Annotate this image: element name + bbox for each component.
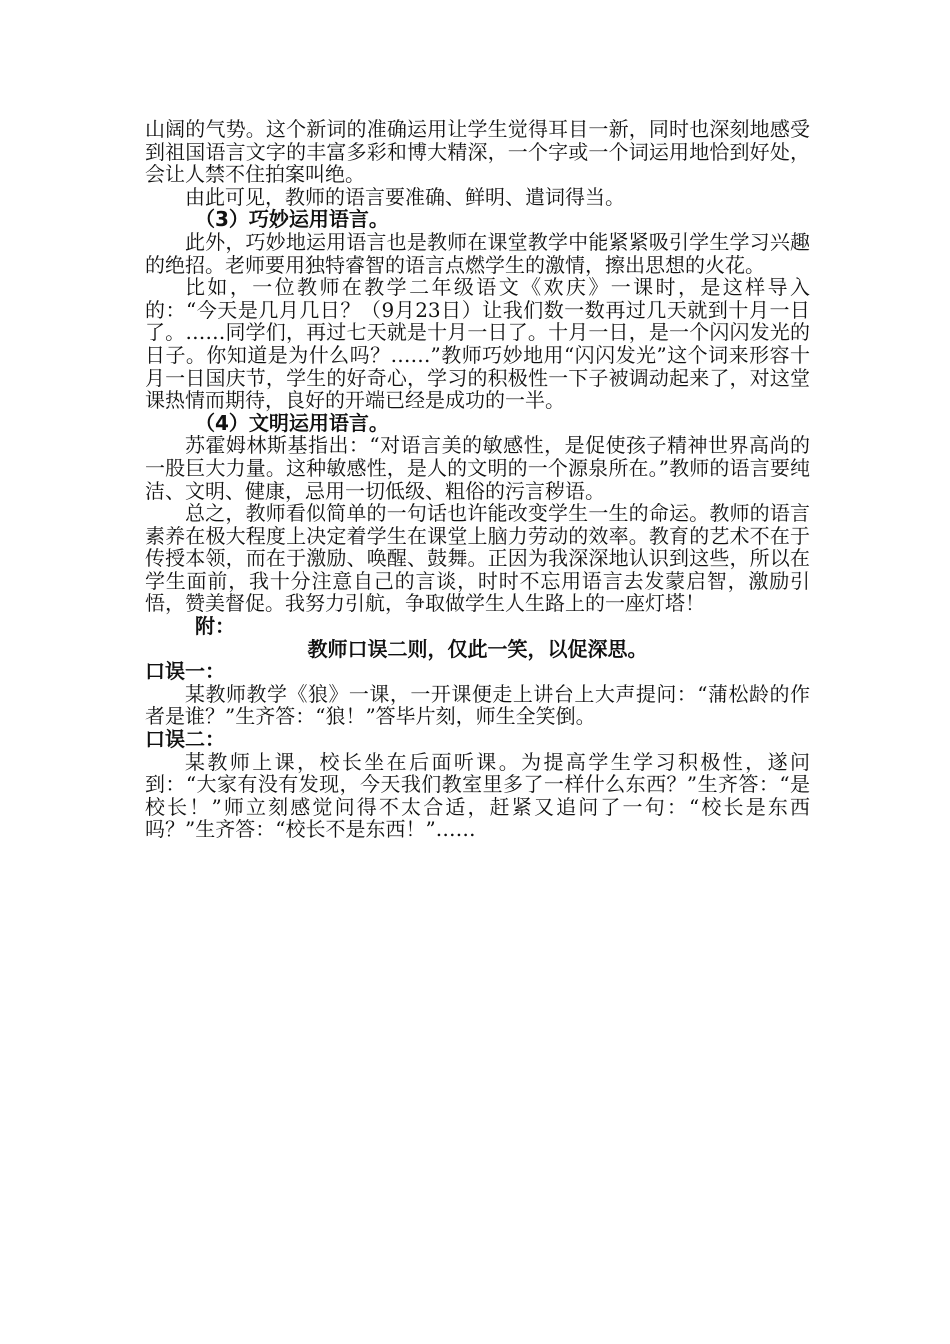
document-body <box>145 118 810 841</box>
paragraph-4: 比如，一位教师在教学二年级语文《欢庆》一课时，是这样导入的：“今天是几月几日？（9月23日）让我们数一数再过几天就到十月一日了。……同学们，再过七天就是十月一日了。十月一日，是一个闪闪发光的日子。你知道是为什么吗？……”教师巧妙地用“闪闪发光”这个词来形容十月一日国庆节，学生的好奇心，学习的积极性一下子被调动起来了，对这堂课热情而期待，良好的开端已经是成功的一半。 <box>145 275 810 413</box>
slip-label-1: 口误一： <box>145 659 225 684</box>
section-heading-3: （3）巧妙运用语言。 <box>195 207 389 232</box>
slip-story-1: 某教师教学《狼》一课，一开课便走上讲台上大声提问：“蒲松龄的作者是谁？”生齐答：“狼！”答毕片刻，师生全笑倒。 <box>145 681 810 729</box>
paragraph-5: 苏霍姆林斯基指出：“对语言美的敏感性，是促使孩子精神世界高尚的一股巨大力量。这种敏感性，是人的文明的一个源泉所在。”教师的语言要纯洁、文明、健康，忌用一切低级、粗俗的污言秽语。 <box>145 433 810 503</box>
slip-label-2: 口误二： <box>145 727 225 752</box>
section-heading-4: （4）文明运用语言。 <box>195 410 389 435</box>
appendix-label: 附： <box>195 614 235 639</box>
paragraph-2: 由此可见，教师的语言要准确、鲜明、遣词得当。 <box>185 184 625 209</box>
paragraph-3: 此外，巧妙地运用语言也是教师在课堂教学中能紧紧吸引学生学习兴趣的绝招。老师要用独特睿智的语言点燃学生的激情，擦出思想的火花。 <box>145 229 810 277</box>
paragraph-1: 山阔的气势。这个新词的准确运用让学生觉得耳目一新，同时也深刻地感受到祖国语言文字的丰富多彩和博大精深，一个字或一个词运用地恰到好处，会让人禁不住拍案叫绝。 <box>145 117 810 187</box>
paragraph-6: 总之，教师看似简单的一句话也许能改变学生一生的命运。教师的语言素养在极大程度上决定着学生在课堂上脑力劳动的效率。教育的艺术不在于传授本领，而在于激励、唤醒、鼓舞。正因为我深深地认识到这些，所以在学生面前，我十分注意自己的言谈，时时不忘用语言去发蒙启智，激励引悟，赞美督促。我努力引航，争取做学生人生路上的一座灯塔！ <box>145 501 810 616</box>
appendix-title: 教师口误二则，仅此一笑，以促深思。 <box>307 636 648 661</box>
slip-story-2: 某教师上课，校长坐在后面听课。为提高学生学习积极性，遂问到：“大家有没有发现，今天我们教室里多了一样什么东西？”生齐答：“是校长！”师立刻感觉问得不太合适，赶紧又追问了一句：“校长是东西吗？”生齐答：“校长不是东西！”…… <box>145 749 810 842</box>
